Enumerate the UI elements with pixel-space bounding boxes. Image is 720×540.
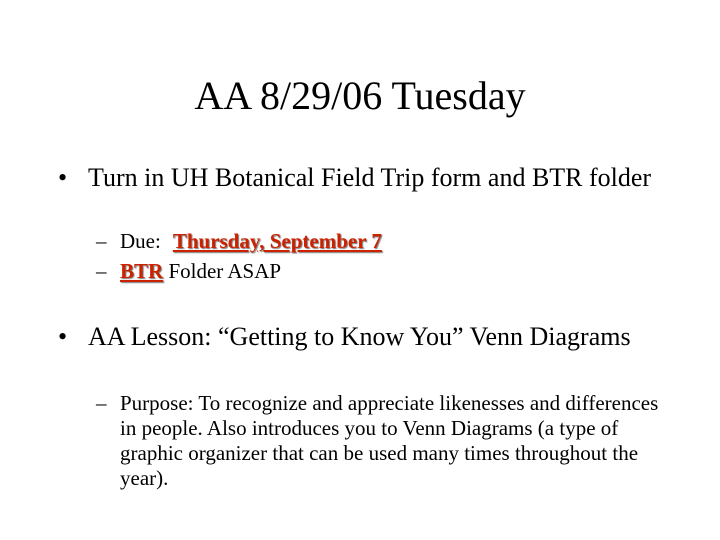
slide-title: AA 8/29/06 Tuesday (194, 73, 526, 118)
bullet-text: AA Lesson: “Getting to Know You” Venn Diagrams (88, 322, 631, 351)
bullet-marker: • (58, 322, 68, 351)
bullet-text: Turn in UH Botanical Field Trip form and BTR folder (88, 163, 652, 192)
bullet-marker: • (58, 163, 68, 192)
due-label: Due: (120, 229, 161, 253)
dash-marker: – (96, 229, 107, 253)
btr-highlight: BTR (120, 259, 164, 283)
purpose-text: Purpose: To recognize and appreciate likenesses and differences in people. Also introduces you to Venn Diagrams (a type of graphic organizer that can be used many times throughout the year). (120, 391, 659, 490)
due-date-highlight: Thursday, September 7 (172, 229, 382, 253)
dash-marker: – (96, 259, 107, 283)
btr-folder-text: Folder ASAP (163, 259, 282, 283)
dash-marker: – (96, 391, 107, 415)
